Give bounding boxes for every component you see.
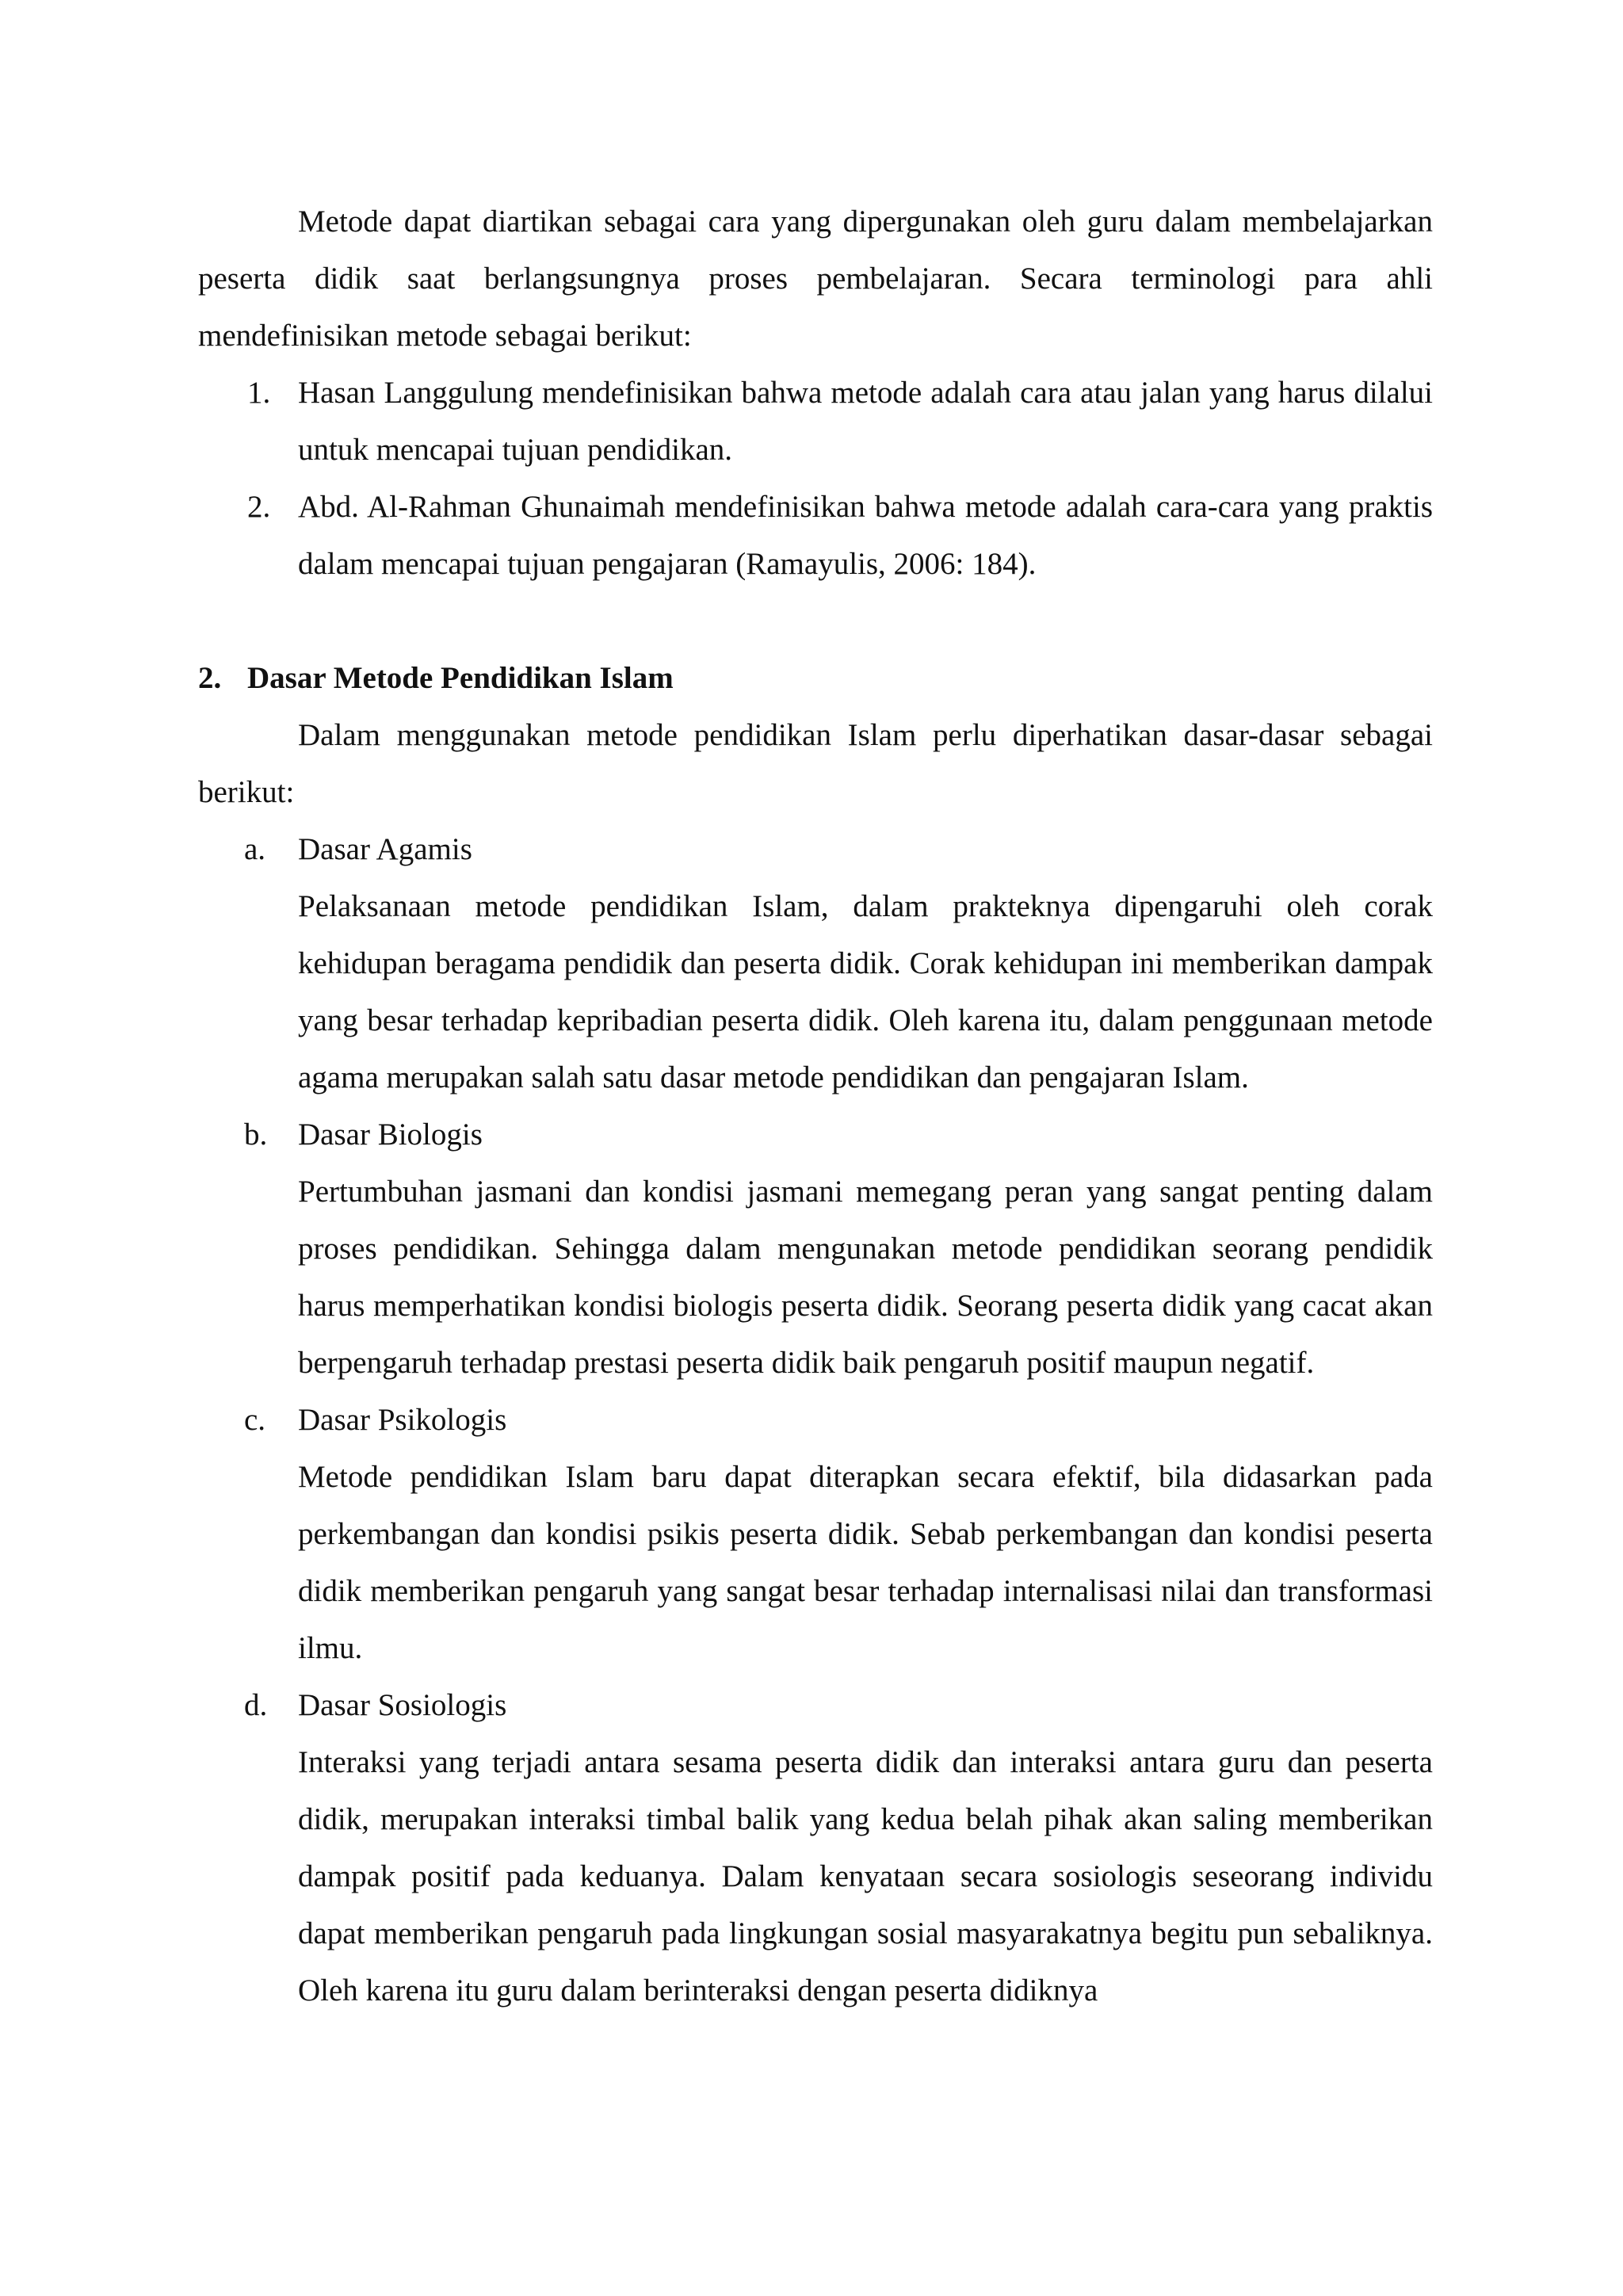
subsection-title-text: Dasar Sosiologis xyxy=(298,1688,507,1722)
subsection-letter: c. xyxy=(244,1403,266,1437)
subsection-title-text: Dasar Biologis xyxy=(298,1117,483,1152)
list-item xyxy=(198,365,1433,479)
subsection-letter: a. xyxy=(244,832,266,866)
section-intro: Dalam menggunakan metode pendidikan Islam perlu diperhatikan dasar-dasar sebagai berikut: xyxy=(198,718,1433,809)
list-item-text: Abd. Al-Rahman Ghunaimah mendefinisikan bahwa metode adalah cara-cara yang praktis dalam mencapai tujuan pengajaran (Ramayulis, 2006: 184). xyxy=(298,490,1433,581)
subsection-title xyxy=(198,1106,1433,1163)
subsection-body: Metode pendidikan Islam baru dapat diterapkan secara efektif, bila didasarkan pada perkembangan dan kondisi psikis peserta didik. Sebab perkembangan dan kondisi peserta didik memberikan pengaruh yang sangat besar terhadap internalisasi nilai dan transformasi ilmu. xyxy=(298,1460,1433,1665)
subsection-body: Interaksi yang terjadi antara sesama peserta didik dan interaksi antara guru dan peserta didik, merupakan interaksi timbal balik yang kedua belah pihak akan saling memberikan dampak positif pada keduanya. Dalam kenyataan secara sosiologis seseorang individu dapat memberikan pengaruh pada lingkungan sosial masyarakatnya begitu pun sebaliknya. Oleh karena itu guru dalam berinteraksi dengan peserta didiknya xyxy=(298,1745,1433,2008)
section-heading xyxy=(198,650,1433,707)
subsection-title xyxy=(198,1392,1433,1449)
subsection-body: Pertumbuhan jasmani dan kondisi jasmani memegang peran yang sangat penting dalam proses pendidikan. Sehingga dalam mengunakan metode pendidikan seorang pendidik harus memperhatikan kondisi biologis peserta didik. Seorang peserta didik yang cacat akan berpengaruh terhadap prestasi peserta didik baik pengaruh positif maupun negatif. xyxy=(298,1175,1433,1380)
document-page xyxy=(198,193,1433,2019)
list-item xyxy=(198,479,1433,593)
section-spacer xyxy=(198,593,1433,650)
subsection-title xyxy=(198,1677,1433,1734)
subsection-body: Pelaksanaan metode pendidikan Islam, dalam prakteknya dipengaruhi oleh corak kehidupan beragama pendidik dan peserta didik. Corak kehidupan ini memberikan dampak yang besar terhadap kepribadian peserta didik. Oleh karena itu, dalam penggunaan metode agama merupakan salah satu dasar metode pendidikan dan pengajaran Islam. xyxy=(298,889,1433,1095)
list-item-text: Hasan Langgulung mendefinisikan bahwa metode adalah cara atau jalan yang harus dilalui untuk mencapai tujuan pendidikan. xyxy=(298,376,1433,467)
definition-list xyxy=(198,365,1433,593)
section-title: Dasar Metode Pendidikan Islam xyxy=(247,661,674,695)
section-number: 2. xyxy=(198,661,222,695)
subsection-title-text: Dasar Agamis xyxy=(298,832,472,866)
subsection-letter: b. xyxy=(244,1117,268,1152)
subsection-title-text: Dasar Psikologis xyxy=(298,1403,507,1437)
subsection-title xyxy=(198,821,1433,878)
subsection-letter: d. xyxy=(244,1688,268,1722)
list-number: 1. xyxy=(247,376,271,410)
list-number: 2. xyxy=(247,490,271,524)
intro-paragraph: Metode dapat diartikan sebagai cara yang dipergunakan oleh guru dalam membelajarkan peserta didik saat berlangsungnya proses pembelajaran. Secara terminologi para ahli mendefinisikan metode sebagai berikut: xyxy=(198,204,1433,353)
